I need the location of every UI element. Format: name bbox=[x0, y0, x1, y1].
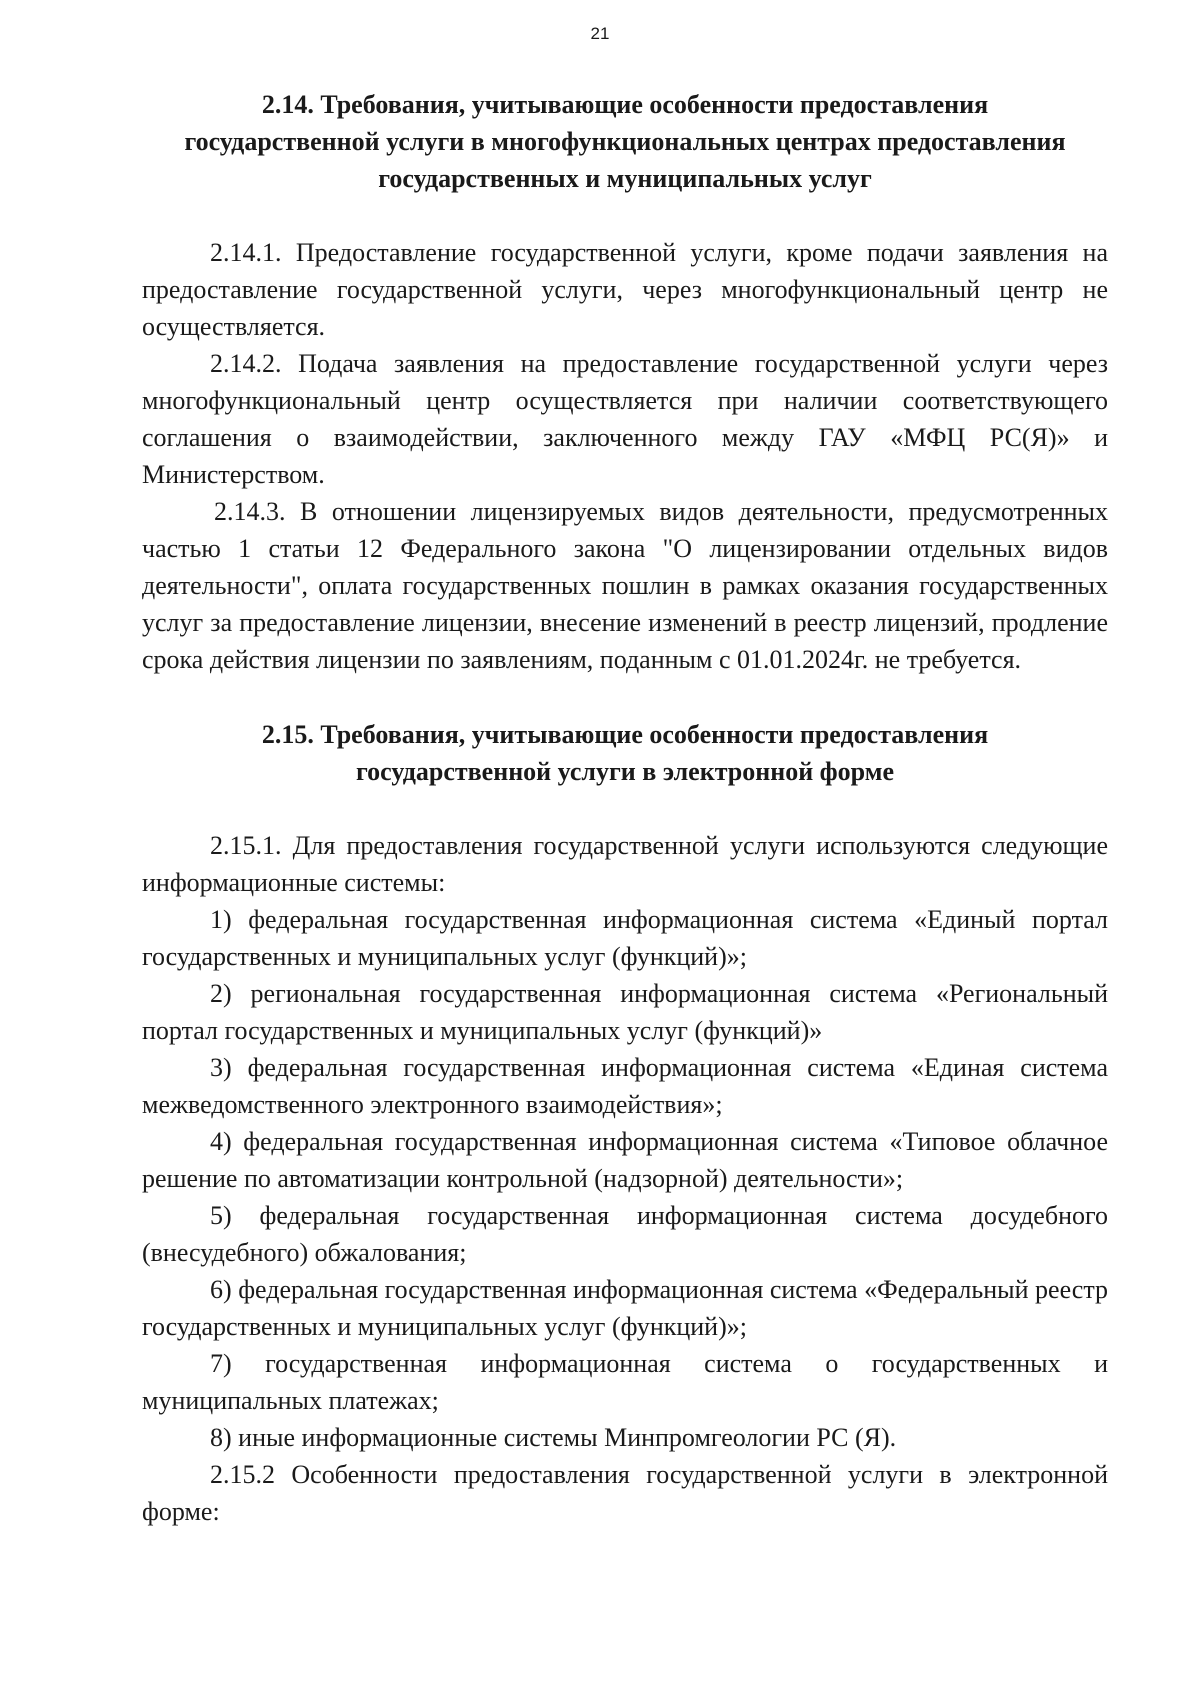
list-item: 3) федеральная государственная информационная система «Единая система межведомственного электронного взаимодействия»; bbox=[142, 1053, 1108, 1119]
list-item: 2) региональная государственная информационная система «Региональный портал государственных и муниципальных услуг (функций)» bbox=[142, 979, 1108, 1045]
list-item: 4) федеральная государственная информационная система «Типовое облачное решение по автоматизации контрольной (надзорной) деятельности»; bbox=[142, 1127, 1108, 1193]
list-item: 7) государственная информационная система о государственных и муниципальных платежах; bbox=[142, 1349, 1108, 1415]
list-item: 6) федеральная государственная информационная система «Федеральный реестр государственных и муниципальных услуг (функций)»; bbox=[142, 1275, 1108, 1341]
paragraph-2-14-1: 2.14.1. Предоставление государственной услуги, кроме подачи заявления на предоставление государственной услуги, через многофункциональный центр не осуществляется. bbox=[142, 238, 1108, 341]
heading-line: государственной услуги в электронной форме bbox=[356, 757, 894, 786]
list-item: 5) федеральная государственная информационная система досудебного (внесудебного) обжалования; bbox=[142, 1201, 1108, 1267]
paragraph-2-14-3: 2.14.3. В отношении лицензируемых видов деятельности, предусмотренных частью 1 статьи 12 Федерального закона "О лицензировании отдельных видов деятельности", оплата государственных пошлин в рамках оказания государственных услуг за предоставление лицензии, внесение изменений в реестр лицензий, продление срока действия лицензии по заявлениям, поданным с 01.01.2024г. не требуется. bbox=[142, 497, 1108, 674]
heading-line: государственных и муниципальных услуг bbox=[378, 164, 872, 193]
heading-line: государственной услуги в многофункциональных центрах предоставления bbox=[184, 127, 1066, 156]
document-body bbox=[142, 86, 1108, 1530]
list-item: 1) федеральная государственная информационная система «Единый портал государственных и муниципальных услуг (функций)»; bbox=[142, 905, 1108, 971]
paragraph-2-14-2: 2.14.2. Подача заявления на предоставление государственной услуги через многофункциональный центр осуществляется при наличии соответствующего соглашения о взаимодействии, заключенного между ГАУ «МФЦ РС(Я)» и Министерством. bbox=[142, 349, 1108, 489]
section-heading-2-14 bbox=[142, 86, 1108, 197]
section-heading-2-15 bbox=[142, 716, 1108, 790]
paragraph-2-15-1: 2.15.1. Для предоставления государственной услуги используются следующие информационные системы: bbox=[142, 831, 1108, 897]
paragraph-2-15-2: 2.15.2 Особенности предоставления государственной услуги в электронной форме: bbox=[142, 1460, 1108, 1526]
page-number: 21 bbox=[590, 24, 610, 43]
heading-line: 2.14. Требования, учитывающие особенности предоставления bbox=[261, 90, 989, 119]
list-item: 8) иные информационные системы Минпромгеологии РС (Я). bbox=[210, 1423, 897, 1452]
heading-line: 2.15. Требования, учитывающие особенности предоставления bbox=[261, 720, 989, 749]
